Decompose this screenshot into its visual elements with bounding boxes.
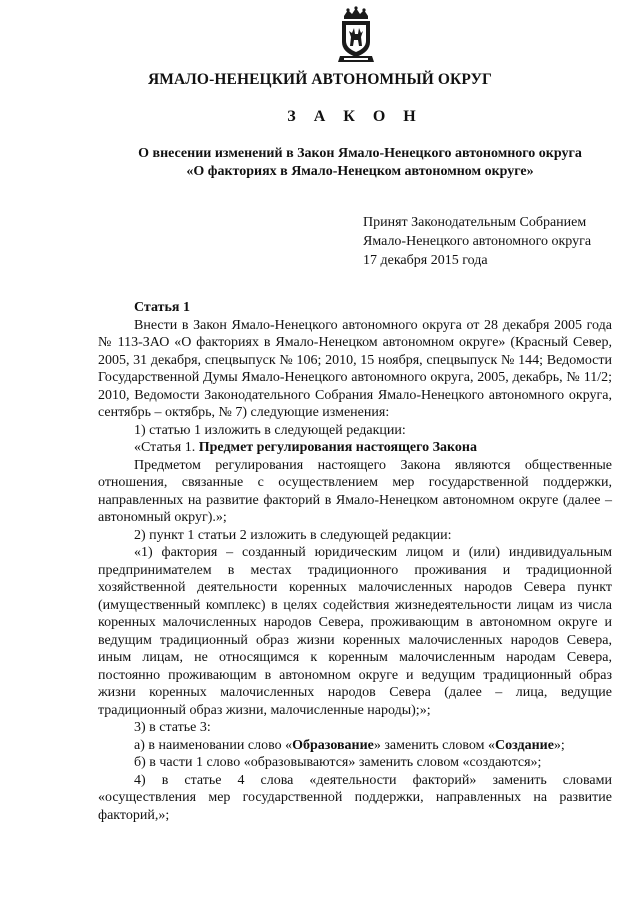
- coat-of-arms-icon: [336, 6, 376, 64]
- region-heading: ЯМАЛО-НЕНЕЦКИЙ АВТОНОМНЫЙ ОКРУГ: [147, 71, 493, 88]
- item-3a-mid: » заменить словом «: [373, 737, 495, 753]
- item-3a-post: »;: [553, 737, 565, 753]
- item-1: 1) статью 1 изложить в следующей редакции:: [134, 422, 406, 438]
- article-intro: Внести в Закон Ямало-Ненецкого автономного округа от 28 декабря 2005 года № 113-ЗАО «О факториях в Ямало-Ненецком автономном округе» (Красный Север, 2005, 31 декабря, спецвыпуск № 106; 2010, 15 ноября, спецвыпуск № 144; Ведомости Государственной Думы Ямало-Ненецкого автономного округа, 2005, декабрь, № 11/2; 2010, Ведомости Законодательного Собрания Ямало-Ненецкого автономного округа, сентябрь – октябрь, № 7) следующие изменения:: [98, 317, 612, 420]
- item-3b: б) в части 1 слово «образовываются» заменить словом «создаются»;: [134, 755, 542, 770]
- adoption-date: 17 декабря 2015 года: [363, 253, 488, 268]
- item-3a: [98, 737, 612, 755]
- item-1-quote-title: Предмет регулирования настоящего Закона: [198, 440, 477, 455]
- item-1-text: Предметом регулирования настоящего Закона являются общественные отношения, связанные с осуществлением мер государственной поддержки, направленных на развитие факторий в Ямало-Ненецком автономном округе (далее – автономный округ).»;: [98, 457, 612, 525]
- article-title: Статья 1: [134, 300, 190, 315]
- law-title-line-2: «О факториях в Ямало-Ненецком автономном округе»: [186, 164, 534, 179]
- adoption-block: [363, 213, 633, 270]
- law-title-line-1: О внесении изменений в Закон Ямало-Ненецкого автономного округа: [138, 146, 582, 161]
- item-2-text: «1) фактория – созданный юридическим лицом и (или) индивидуальным предпринимателем в местах традиционного проживания и традиционной хозяйственной деятельности коренных малочисленных народов Севера пункт (имущественный комплекс) в целях содействия жизнедеятельности лицам из числа коренных малочисленных народов Севера, проживающим в автономном округе и ведущим традиционный образ жизни коренных малочисленных народов Севера, иным лицам, не относящимся к коренным малочисленным народам Севера, постоянно проживающим в автономном округе и ведущим традиционный образ жизни коренных малочисленных народов Севера (далее – лица, ведущие традиционный образ жизни, малочисленные народы);»;: [98, 545, 612, 718]
- item-1-quote-heading: [98, 439, 612, 457]
- item-1-quote-prefix: «Статья 1.: [134, 440, 199, 455]
- item-3a-word-new: Создание: [495, 737, 554, 753]
- adoption-line-2: Ямало-Ненецкого автономного округа: [363, 234, 592, 249]
- article-body: [98, 299, 612, 824]
- item-4: 4) в статье 4 слова «деятельности факторий» заменить словами «осуществления мер государственной поддержки, направленных на развитие факторий,»;: [98, 772, 612, 823]
- law-title: [0, 145, 640, 181]
- item-3: 3) в статье 3:: [134, 720, 211, 735]
- adoption-line-1: Принят Законодательным Собранием: [363, 215, 587, 230]
- item-2: 2) пункт 1 статьи 2 изложить в следующей редакции:: [134, 527, 452, 543]
- item-3a-pre: а) в наименовании слово «: [134, 737, 293, 753]
- item-3a-word-old: Образование: [292, 737, 374, 753]
- document-type-heading: З А К О Н: [287, 108, 423, 125]
